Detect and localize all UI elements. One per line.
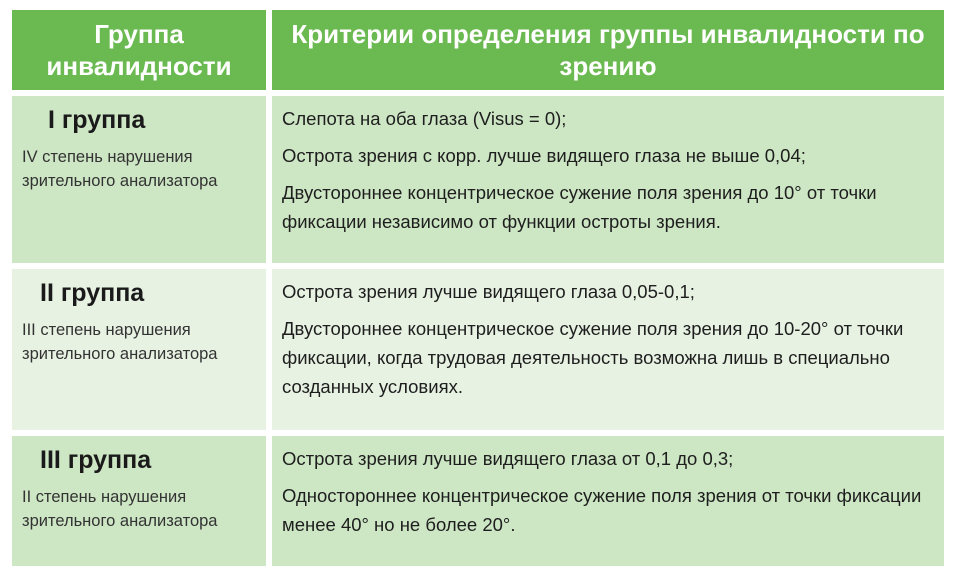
group-cell [12,436,266,566]
disability-criteria-table [12,10,944,566]
criteria-cell [272,436,944,566]
criterion-text: Одностороннее концентрическое сужение поля зрения от точки фиксации менее 40° но не более 20°. [282,485,922,535]
impairment-degree: II степень нарушения зрительного анализатора [22,488,218,530]
header-cell-criteria [272,10,944,90]
header-group-label: Группа инвалидности [46,19,232,81]
criterion-text: Острота зрения лучше видящего глаза 0,05-0,1; [282,281,695,302]
criterion-text: Двустороннее концентрическое сужение поля зрения до 10° от точки фиксации независимо от функции остроты зрения. [282,182,877,232]
impairment-degree: III степень нарушения зрительного анализатора [22,321,218,363]
table-header-row [12,10,944,90]
table-row [12,269,944,430]
group-cell [12,269,266,430]
header-cell-group [12,10,266,90]
group-title: I группа [48,106,146,134]
criterion-text: Острота зрения лучше видящего глаза от 0,1 до 0,3; [282,448,734,469]
criterion-text: Острота зрения с корр. лучше видящего глаза не выше 0,04; [282,145,806,166]
group-title: III группа [40,446,152,474]
criteria-cell [272,96,944,263]
impairment-degree: IV степень нарушения зрительного анализатора [22,148,218,190]
header-criteria-label: Критерии определения группы инвалидности по зрению [291,19,925,81]
table-row [12,96,944,263]
group-title: II группа [40,279,145,307]
criteria-cell [272,269,944,430]
group-cell [12,96,266,263]
criterion-text: Двустороннее концентрическое сужение поля зрения до 10-20° от точки фиксации, когда трудовая деятельность возможна лишь в специально созданных условиях. [282,318,904,397]
criterion-text: Слепота на оба глаза (Visus = 0); [282,108,567,129]
table-row [12,436,944,566]
